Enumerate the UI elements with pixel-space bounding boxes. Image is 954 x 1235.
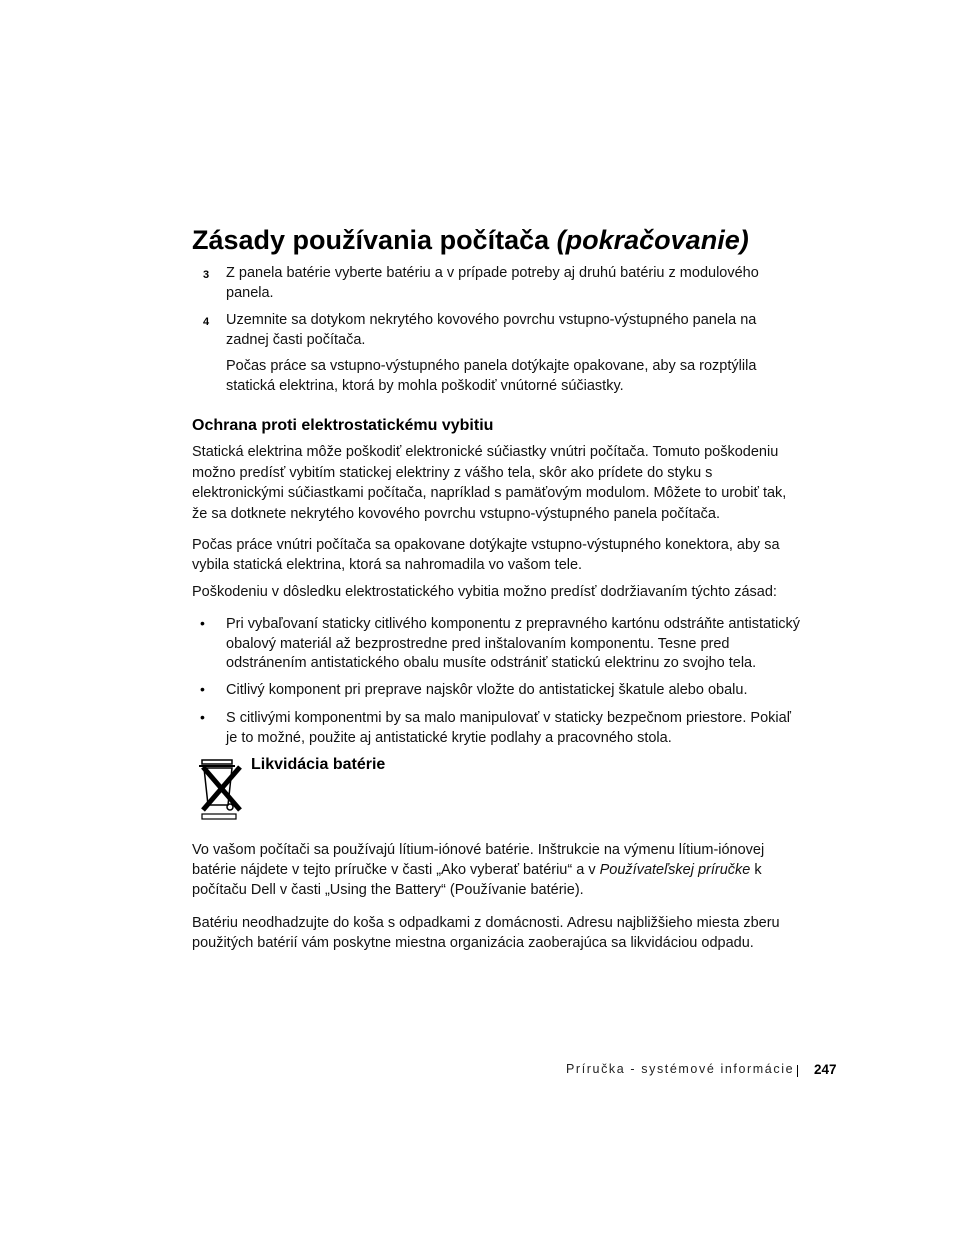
paragraph: Batériu neodhadzujte do koša s odpadkami z domácnosti. Adresu najbližšieho miesta zberu použitých batérií vám poskytne miestna organizácia zaoberajúca sa likvidáciou odpadu.: [192, 915, 780, 951]
page-number: 247: [814, 1062, 837, 1077]
paragraph: Poškodeniu v dôsledku elektrostatického vybitia možno predísť dodržiavaním týchto zásad:: [192, 584, 777, 600]
step-note: Počas práce sa vstupno-výstupného panela dotýkajte opakovane, aby sa rozptýlila statická elektrina, ktorá by mohla poškodiť vnútorné súčiastky.: [226, 358, 757, 394]
user-guide-reference: Používateľskej príručke: [599, 862, 751, 878]
bullet-marker: •: [200, 709, 205, 725]
section-heading-esd: Ochrana proti elektrostatickému vybitiu: [192, 417, 494, 434]
crossed-out-wheelie-bin-icon: [196, 757, 248, 821]
page-title-main: Zásady používania počítača: [192, 225, 550, 255]
step-text: Uzemnite sa dotykom nekrytého kovového povrchu vstupno-výstupného panela na zadnej časti počítača.: [226, 312, 757, 348]
step-text: Z panela batérie vyberte batériu a v prípade potreby aj druhú batériu z modulového panela.: [226, 265, 759, 301]
bullet-marker: •: [200, 681, 205, 697]
battery-text-part2: k počítaču Dell v časti „Using the Battery“ (Používanie batérie).: [192, 862, 762, 898]
paragraph: [192, 840, 800, 900]
section-heading-battery: Likvidácia batérie: [251, 756, 386, 773]
step-number: 4: [203, 316, 210, 328]
list-item: S citlivými komponentmi by sa malo manipulovať v staticky bezpečnom priestore. Pokiaľ je to možné, použite aj antistatické krytie podlahy a pracovného stola.: [226, 710, 791, 746]
step-number: 3: [203, 269, 210, 281]
page-title: [192, 222, 749, 258]
paragraph: Počas práce vnútri počítača sa opakovane dotýkajte vstupno-výstupného konektora, aby sa vybila statická elektrina, ktorá sa nahromadila vo vašom tele.: [192, 537, 780, 573]
list-item: Citlivý komponent pri preprave najskôr vložte do antistatickej škatule alebo obalu.: [226, 682, 748, 698]
paragraph: Statická elektrina môže poškodiť elektronické súčiastky vnútri počítača. Tomuto poškodeniu možno predísť vybitím statickej elektriny z vášho tela, skôr ako prídete do styku s elektronickými súčiastkami počítača, napríklad s pamäťovým modulom. Môžete to urobiť tak, že sa dotknete nekrytého kovového povrchu vstupno-výstupného panela počítača.: [192, 444, 787, 522]
list-item: Pri vybaľovaní staticky citlivého komponentu z prepravného kartónu odstráňte antistatický obalový materiál až bezprostredne pred inštalovaním komponentu. Tesne pred odstránením antistatického obalu musíte odstrániť statickú elektrinu zo svojho tela.: [226, 616, 801, 671]
bullet-marker: •: [200, 615, 205, 631]
footer-divider: [797, 1065, 798, 1077]
footer-text: Príručka - systémové informácie: [566, 1062, 795, 1076]
page-title-continued: (pokračovanie): [556, 225, 749, 255]
battery-text-part1: Vo vašom počítači sa používajú lítium-iónové batérie. Inštrukcie na výmenu lítium-iónovej batérie nájdete v tejto príručke v časti „Ako vyberať batériu“ a v: [192, 842, 765, 878]
